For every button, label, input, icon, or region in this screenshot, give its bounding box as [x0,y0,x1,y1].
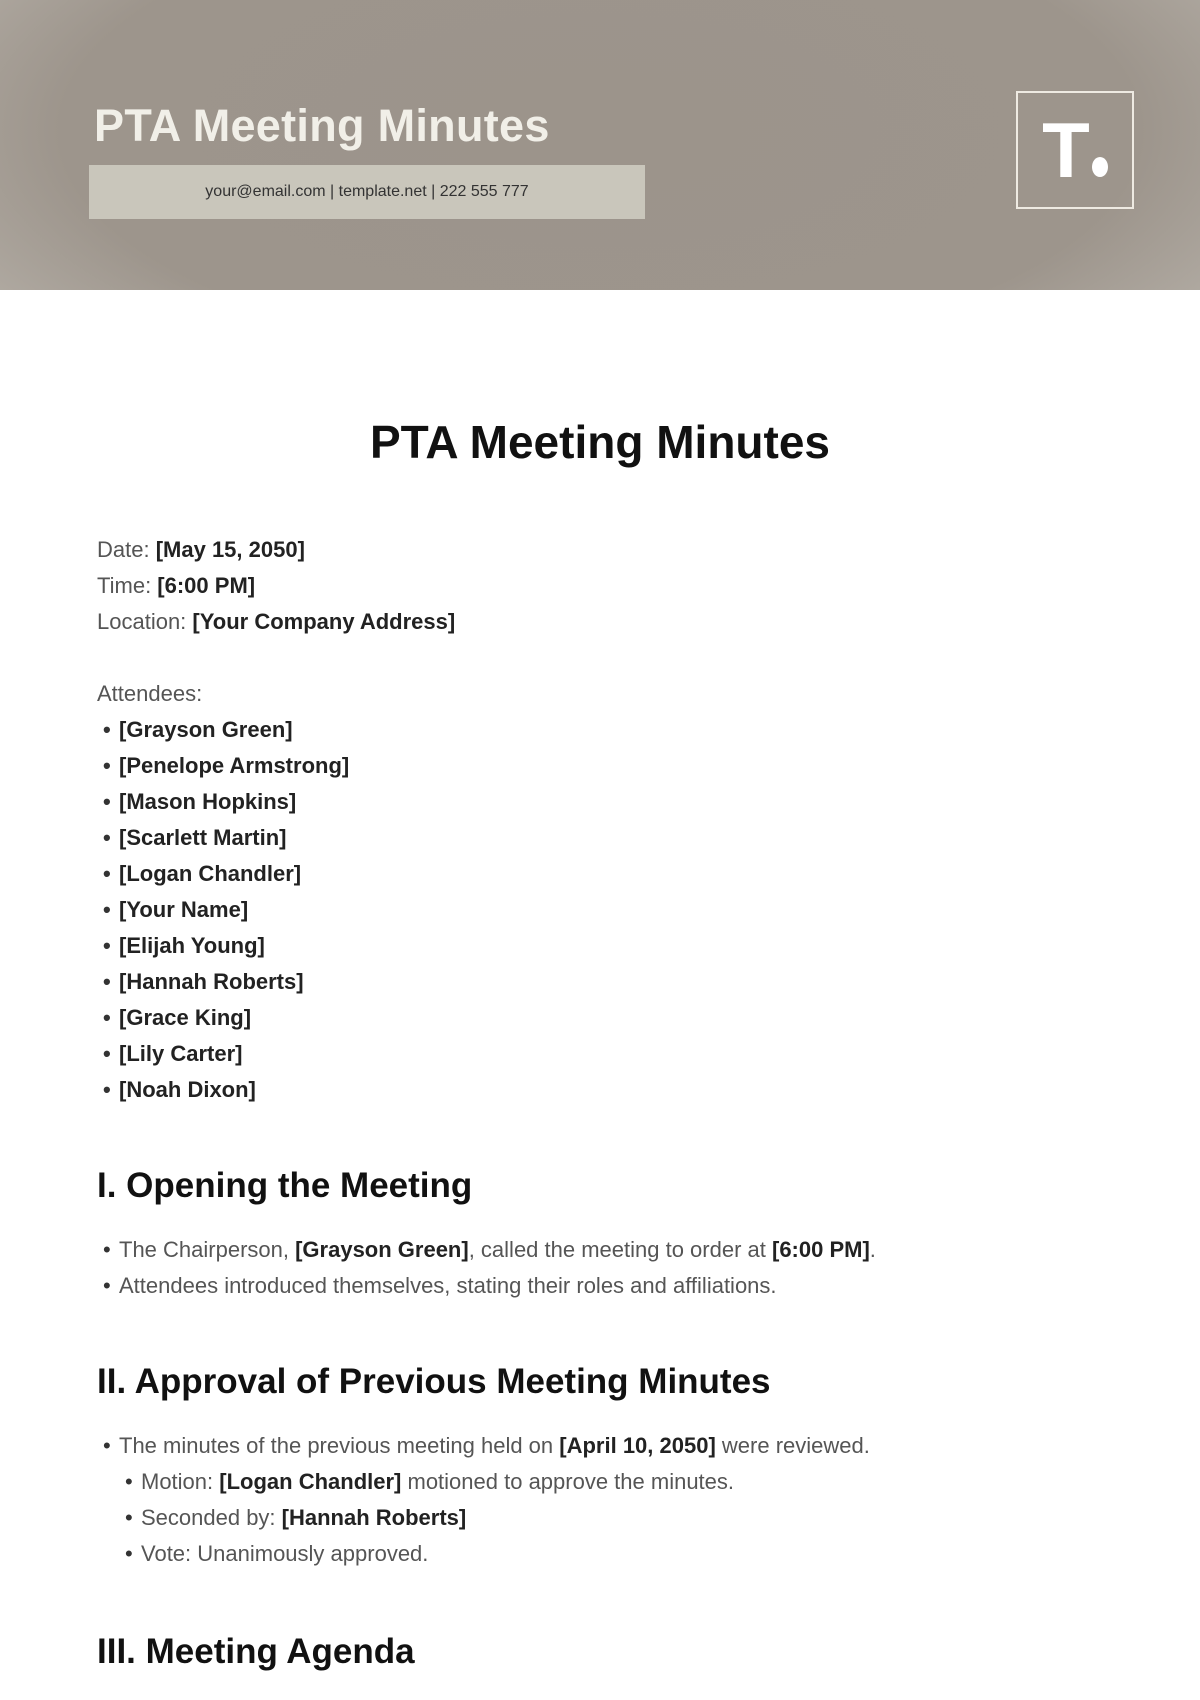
text: The Chairperson, [119,1237,296,1262]
list-item: • [Scarlett Martin] [97,820,1117,856]
section-heading: I. Opening the Meeting [97,1166,473,1205]
section-approval [97,1428,1117,1572]
date-value: [May 15, 2050] [155,537,305,562]
meeting-details [97,532,1117,1108]
header-title: PTA Meeting Minutes [94,100,550,151]
page-title: PTA Meeting Minutes [370,416,830,468]
list-item [97,1428,1117,1464]
location-value: [Your Company Address] [192,609,456,634]
list-item: • [Grace King] [97,1000,1117,1036]
list-item [97,1500,1117,1536]
time-value: [6:00 PM] [157,573,256,598]
logo-dot-icon [1092,157,1108,177]
motion-name: [Logan Chandler] [219,1469,402,1494]
list-item: • [Your Name] [97,892,1117,928]
date-label: Date: [97,537,156,562]
list-item: • [Lily Carter] [97,1036,1117,1072]
list-item: • [Penelope Armstrong] [97,748,1117,784]
start-time: [6:00 PM] [772,1237,870,1262]
seconded-name: [Hannah Roberts] [281,1505,467,1530]
logo-letter: T [1042,106,1090,194]
time-line [97,568,1117,604]
list-item: • Vote: Unanimously approved. [97,1536,1117,1572]
date-line [97,532,1117,568]
text: . [869,1237,876,1262]
chair-name: [Grayson Green] [295,1237,469,1262]
list-item: • [Grayson Green] [97,712,1117,748]
text: were reviewed. [715,1433,870,1458]
section-heading: III. Meeting Agenda [97,1632,415,1671]
list-item: • [Elijah Young] [97,928,1117,964]
time-label: Time: [97,573,158,598]
list-item: • [Hannah Roberts] [97,964,1117,1000]
text: motioned to approve the minutes. [401,1469,735,1494]
location-line [97,604,1117,640]
previous-date: [April 10, 2050] [559,1433,716,1458]
header-banner [0,0,1200,290]
template-logo [1016,91,1134,209]
text: The minutes of the previous meeting held on [119,1433,560,1458]
text: Seconded by: [141,1505,282,1530]
list-item: • [Logan Chandler] [97,856,1117,892]
list-item: • [Mason Hopkins] [97,784,1117,820]
list-item [97,1464,1117,1500]
text: , called the meeting to order at [468,1237,772,1262]
section-opening [97,1232,1117,1304]
attendees-list [97,712,1117,1108]
list-item: • [Noah Dixon] [97,1072,1117,1108]
location-label: Location: [97,609,193,634]
text: Motion: [141,1469,220,1494]
contact-bar: your@email.com | template.net | 222 555 777 [89,165,645,219]
list-item: • Attendees introduced themselves, stating their roles and affiliations. [97,1268,1117,1304]
section-heading: II. Approval of Previous Meeting Minutes [97,1362,771,1401]
attendees-label: Attendees: [97,681,203,706]
list-item [97,1232,1117,1268]
